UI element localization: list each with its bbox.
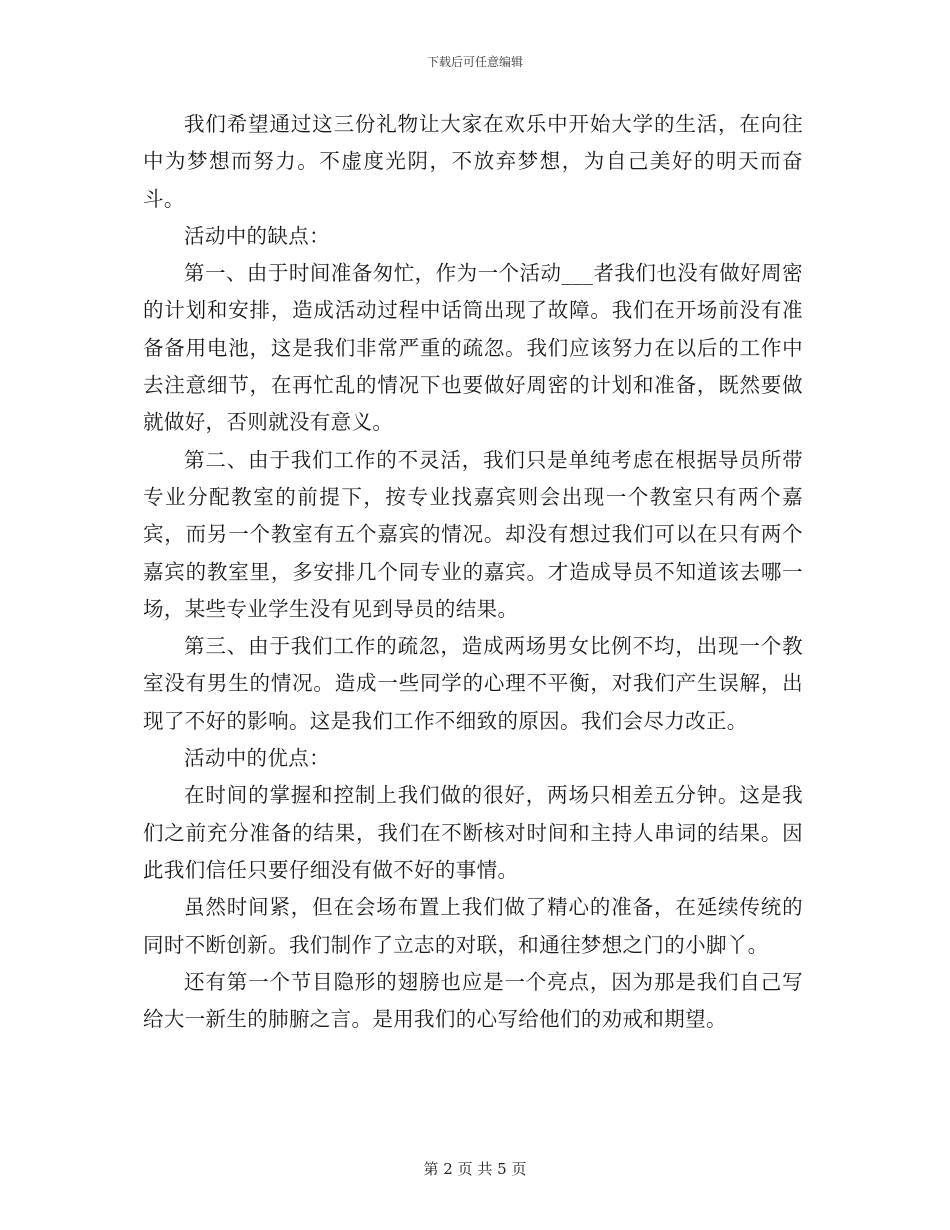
paragraph-shortcoming-1: 第一、由于时间准备匆忙，作为一个活动___者我们也没有做好周密的计划和安排，造成活动过程中话筒出现了故障。我们在开场前没有准备备用电池，这是我们非常严重的疏忽。我们应该努力在以后的工作中去注意细节，在再忙乱的情况下也要做好周密的计划和准备，既然要做就做好，否则就没有意义。 <box>143 261 803 435</box>
paragraph-strength-program: 还有第一个节目隐形的翅膀也应是一个亮点，因为那是我们自己写给大一新生的肺腑之言。是用我们的心写给他们的劝戒和期望。 <box>143 969 803 1032</box>
document-body <box>143 106 803 1038</box>
paragraph-strength-time: 在时间的掌握和控制上我们做的很好，两场只相差五分钟。这是我们之前充分准备的结果，我们在不断核对时间和主持人串词的结果。因此我们信任只要仔细没有做不好的事情。 <box>143 783 803 882</box>
paragraph-shortcoming-3: 第三、由于我们工作的疏忽，造成两场男女比例不均，出现一个教室没有男生的情况。造成一些同学的心理不平衡，对我们产生误解，出现了不好的影响。这是我们工作不细致的原因。我们会尽力改正。 <box>143 634 803 733</box>
heading-strengths: 活动中的优点： <box>184 746 330 771</box>
page-number-footer: 第 2 页 共 5 页 <box>423 1160 527 1178</box>
paragraph-shortcoming-2: 第二、由于我们工作的不灵活，我们只是单纯考虑在根据导员所带专业分配教室的前提下，按专业找嘉宾则会出现一个教室只有两个嘉宾，而另一个教室有五个嘉宾的情况。却没有想过我们可以在只有两个嘉宾的教室里，多安排几个同专业的嘉宾。才造成导员不知道该去哪一场，某些专业学生没有见到导员的结果。 <box>143 447 803 621</box>
heading-shortcomings: 活动中的缺点： <box>184 223 330 248</box>
paragraph-strength-venue: 虽然时间紧，但在会场布置上我们做了精心的准备，在延续传统的同时不断创新。我们制作了立志的对联，和通往梦想之门的小脚丫。 <box>143 895 803 957</box>
page-header-note: 下载后可任意编辑 <box>426 55 523 69</box>
paragraph-gifts-summary: 我们希望通过这三份礼物让大家在欢乐中开始大学的生活，在向往中为梦想而努力。不虚度光阴，不放弃梦想，为自己美好的明天而奋斗。 <box>143 112 803 211</box>
